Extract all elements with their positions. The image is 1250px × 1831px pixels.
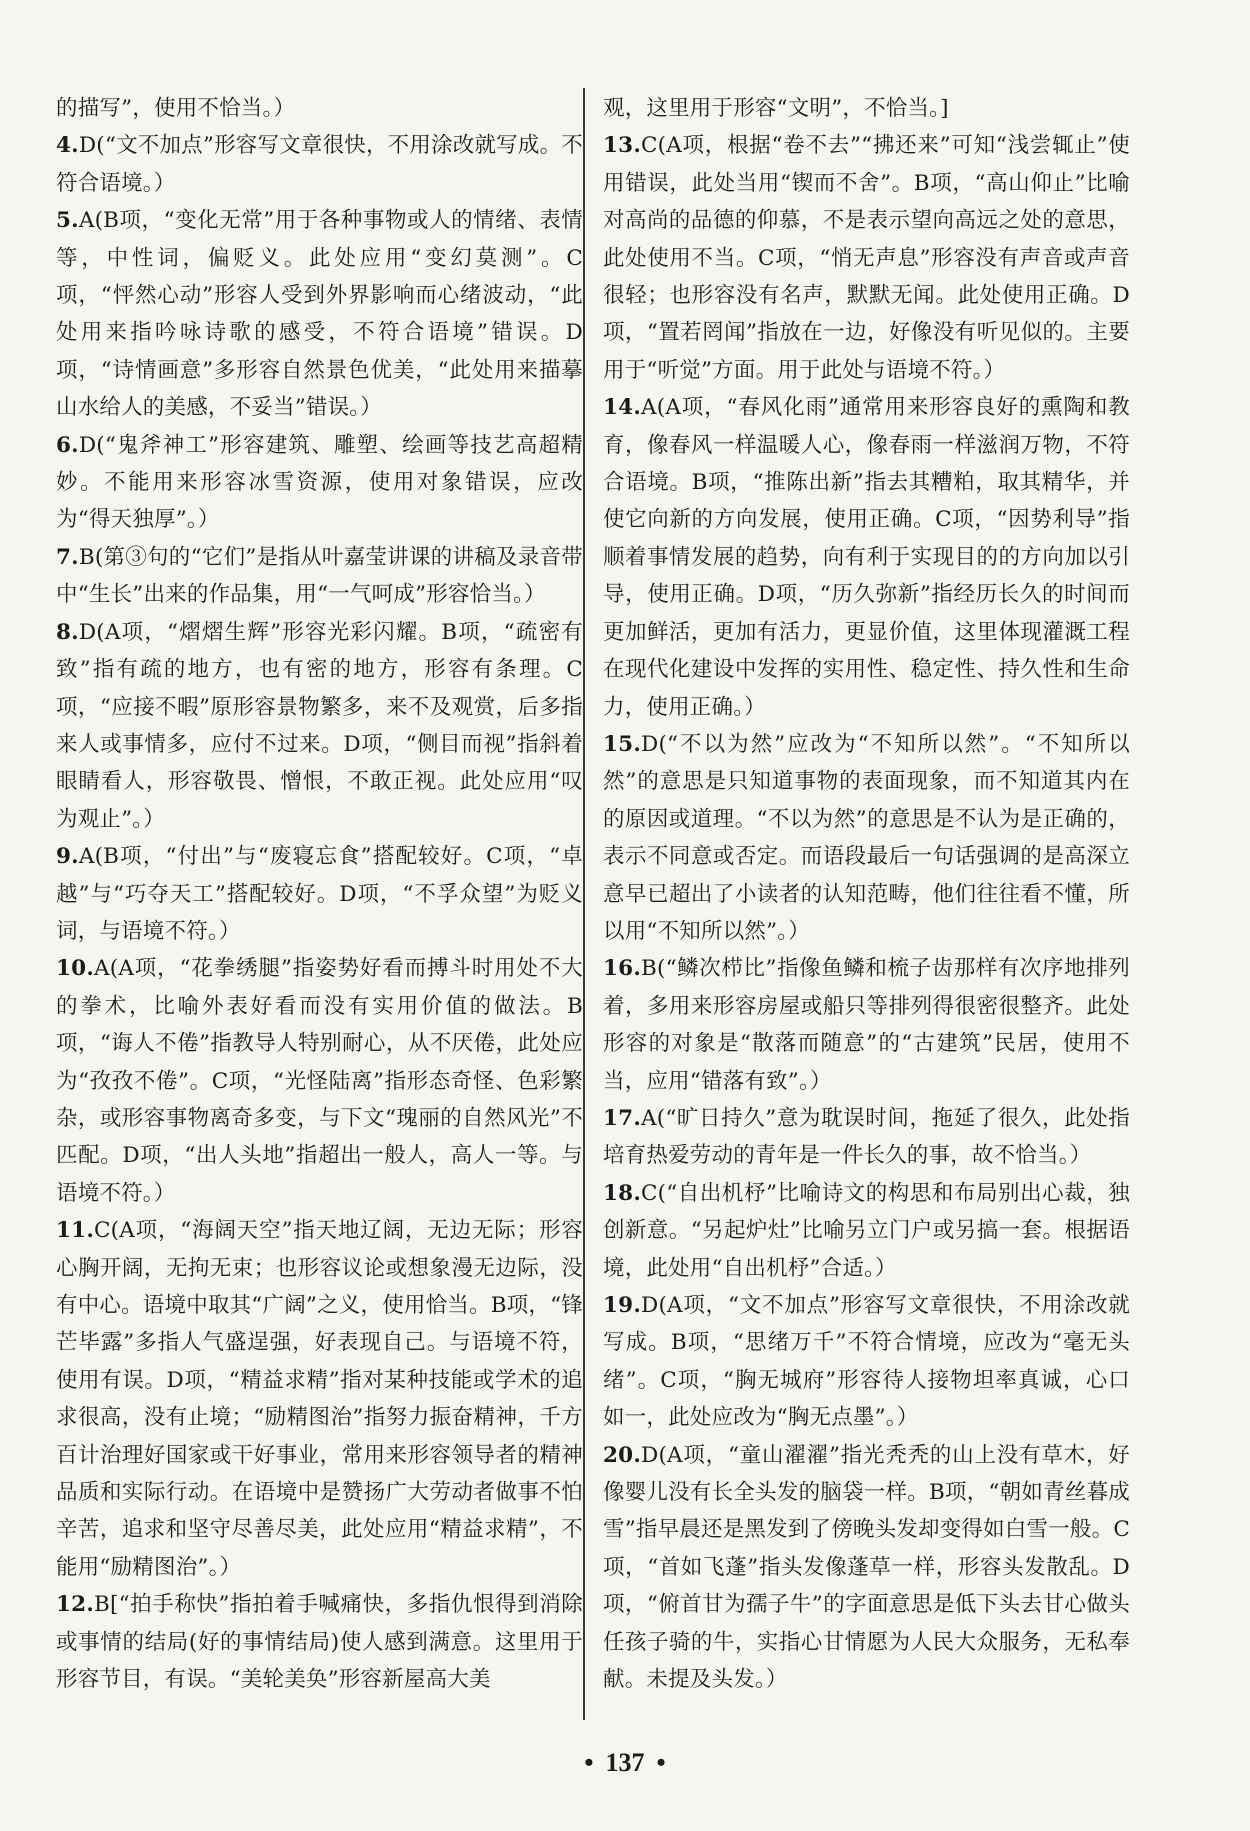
answer-item: 19.D(A项，“文不加点”形容写文章很快，不用涂改就写成。B项，“思绪万千”不符合情境，应改为“毫无头绪”。C项，“胸无城府”形容待人接物坦率真诚，心口如一，此处应改为“胸无点墨”。）: [603, 1293, 1130, 1431]
answer-continuation: 观，这里用于形容“文明”，不恰当。]: [603, 96, 949, 121]
answer-item: 4.D(“文不加点”形容写文章很快，不用涂改就写成。不符合语境。）: [56, 133, 583, 196]
answer-continuation: 的描写”，使用不恰当。）: [56, 96, 296, 121]
answer-item: 14.A(A项，“春风化雨”通常用来形容良好的熏陶和教育，像春风一样温暖人心，像春雨一样滋润万物，不符合语境。B项，“推陈出新”指去其糟粕，取其精华，并使它向新的方向发展，使用正确。C项，“因势利导”指顺着事情发展的趋势，向有利于实现目的的方向加以引导，使用正确。D项，“历久弥新”指经历长久的时间而更加鲜活，更加有活力，更显价值，这里体现灌溉工程在现代化建设中发挥的实用性、稳定性、持久性和生命力，使用正确。）: [603, 395, 1130, 720]
answer-item: 16.B(“鳞次栉比”指像鱼鳞和梳子齿那样有次序地排列着，多用来形容房屋或船只等排列得很密很整齐。此处形容的对象是“散落而随意”的“古建筑”民居，使用不当，应用“错落有致”。）: [603, 956, 1130, 1094]
page-number: [0, 1748, 1250, 1778]
answer-item: 7.B(第③句的“它们”是指从叶嘉莹讲课的讲稿及录音带中“生长”出来的作品集，用“一气呵成”形容恰当。）: [56, 544, 583, 608]
page-number-value: 137: [605, 1748, 645, 1777]
answer-item: 20.D(A项，“童山濯濯”指光秃秃的山上没有草木，好像婴儿没有长全头发的脑袋一样。B项，“朝如青丝暮成雪”指早晨还是黑发到了傍晚头发却变得如白雪一般。C项，“首如飞蓬”指头发像蓬草一样，形容头发散乱。D项，“俯首甘为孺子牛”的字面意思是低下头去甘心做头任孩子骑的牛，实指心甘情愿为人民大众服务，无私奉献。未提及头发。）: [603, 1442, 1130, 1693]
answer-item: 6.D(“鬼斧神工”形容建筑、雕塑、绘画等技艺高超精妙。不能用来形容冰雪资源，使用对象错误，应改为“得天独厚”。）: [56, 432, 583, 533]
bullet-left: •: [584, 1748, 594, 1777]
answer-item: 10.A(A项，“花拳绣腿”指姿势好看而搏斗时用处不大的拳术，比喻外表好看而没有实用价值的做法。B项，“诲人不倦”指教导人特别耐心，从不厌倦，此处应为“孜孜不倦”。C项，“光怪陆离”指形态奇怪、色彩繁杂，或形容事物离奇多变，与下文“瑰丽的自然风光”不匹配。D项，“出人头地”指超出一般人，高人一等。与语境不符。）: [56, 956, 583, 1206]
answer-item: 18.C(“自出机杼”比喻诗文的构思和布局别出心裁，独创新意。“另起炉灶”比喻另立门户或另搞一套。根据语境，此处用“自出机杼”合适。）: [603, 1180, 1130, 1281]
answer-item: 11.C(A项，“海阔天空”指天地辽阔，无边无际；形容心胸开阔，无拘无束；也形容议论或想象漫无边际，没有中心。语境中取其“广阔”之义，使用恰当。B项，“锋芒毕露”多指人气盛逞强，好表现自己。与语境不符，使用有误。D项，“精益求精”指对某种技能或学术的追求很高，没有止境；“励精图治”指努力振奋精神，千方百计治理好国家或干好事业，常用来形容领导者的精神品质和实际行动。在语境中是赞扬广大劳动者做事不怕辛苦，追求和坚守尽善尽美，此处应用“精益求精”，不能用“励精图治”。）: [56, 1218, 583, 1580]
answer-item: 5.A(B项，“变化无常”用于各种事物或人的情绪、表情等，中性词，偏贬义。此处应用“变幻莫测”。C项，“怦然心动”形容人受到外界影响而心绪波动，“此处用来指吟咏诗歌的感受，不符合语境”错误。D项，“诗情画意”多形容自然景色优美，“此处用来描摹山水给人的美感，不妥当”错误。）: [56, 208, 583, 421]
answer-item: 12.B[“拍手称快”指拍着手喊痛快，多指仇恨得到消除或事情的结局(好的事情结局)使人感到满意。这里用于形容节目，有误。“美轮美奂”形容新屋高大美: [56, 1592, 583, 1693]
column-divider: [583, 88, 585, 1720]
answer-item: 9.A(B项，“付出”与“废寝忘食”搭配较好。C项，“卓越”与“巧夺天工”搭配较好。D项，“不孚众望”为贬义词，与语境不符。）: [56, 844, 583, 944]
bullet-right: •: [656, 1748, 666, 1777]
answer-item: 13.C(A项，根据“卷不去”“拂还来”可知“浅尝辄止”使用错误，此处当用“锲而不舍”。B项，“高山仰止”比喻对高尚的品德的仰慕，不是表示望向高远之处的意思，此处使用不当。C项，“悄无声息”形容没有声音或声音很轻；也形容没有名声，默默无闻。此处使用正确。D项，“置若罔闻”指放在一边，好像没有听见似的。主要用于“听觉”方面。用于此处与语境不符。）: [603, 133, 1130, 383]
answer-item: 8.D(A项，“熠熠生辉”形容光彩闪耀。B项，“疏密有致”指有疏的地方，也有密的地方，形容有条理。C项，“应接不暇”原形容景物繁多，来不及观赏，后多指来人或事情多，应付不过来。D项，“侧目而视”指斜着眼睛看人，形容敬畏、憎恨，不敢正视。此处应用“叹为观止”。）: [56, 619, 583, 832]
answer-item: 15.D(“不以为然”应改为“不知所以然”。“不知所以然”的意思是只知道事物的表面现象，而不知道其内在的原因或道理。“不以为然”的意思是不认为是正确的，表示不同意或否定。而语段最后一句话强调的是高深立意早已超出了小读者的认知范畴，他们往往看不懂，所以用“不知所以然”。）: [603, 731, 1130, 944]
right-column: [603, 90, 1130, 1698]
answer-item: 17.A(“旷日持久”意为耽误时间，拖延了很久，此处指培育热爱劳动的青年是一件长久的事，故不恰当。）: [603, 1105, 1130, 1169]
left-column: [56, 90, 583, 1698]
